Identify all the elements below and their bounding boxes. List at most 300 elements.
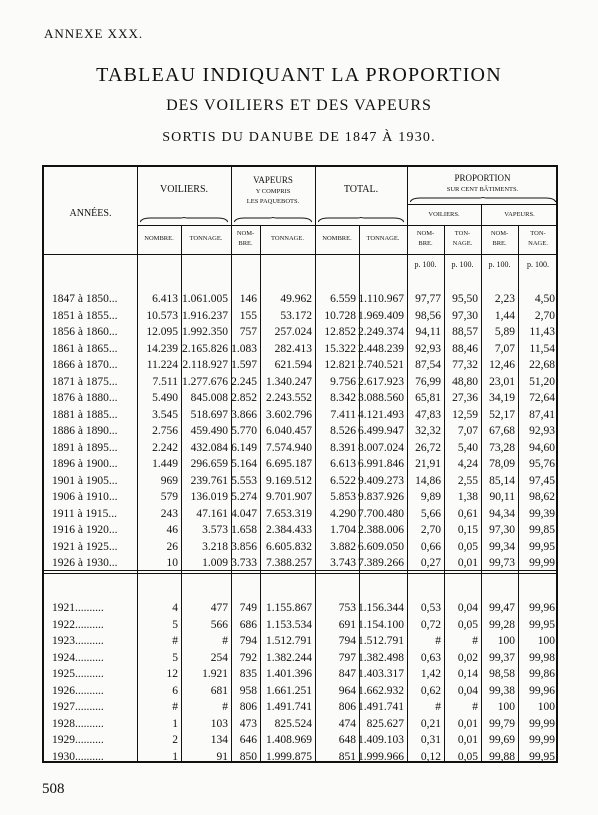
header-tonnage: TONNAGE. [271,235,304,242]
row-label: 1928.......... [52,717,104,730]
cell-value: 0,63 [420,651,441,664]
header-vapeurs: VAPEURS [253,175,293,185]
cell-value: 4.047 [231,507,257,520]
row-label: 1924.......... [52,651,104,664]
cell-value: 9.756 [330,375,356,388]
cell-value: 100 [537,635,555,647]
cell-value: 23,01 [489,375,515,388]
row-label: 1916 à 1920... [52,524,118,536]
cell-value: 99,73 [489,557,515,569]
cell-value: 0,05 [457,618,478,631]
cell-value: 2.242 [152,441,178,454]
cell-value: 2.384.433 [266,524,312,536]
cell-value: 15.322 [324,342,356,355]
cell-value: 851 [338,750,356,763]
cell-value: 12.821 [324,359,356,371]
cell-value: 97,30 [452,309,478,322]
table-row [44,374,560,391]
table-row [44,522,560,539]
cell-value: 7.653.319 [266,507,312,520]
cell-value: 0,05 [457,750,478,763]
cell-value: 0,15 [457,524,478,536]
cell-value: 99,99 [529,734,555,746]
cell-value: 806 [338,701,356,713]
header-nom-1: NOM- [490,230,509,237]
cell-value: 12,46 [489,359,515,371]
table-row [44,699,560,716]
cell-value: 9.169.512 [266,474,312,487]
cell-value: 1.155.867 [266,602,312,614]
cell-value: 11.224 [146,359,178,371]
header-total: TOTAL. [343,184,379,195]
cell-value: 1.999.966 [358,750,404,763]
cell-value: 52,17 [489,408,515,421]
cell-value: 7.574.940 [266,441,312,454]
cell-value: 0,31 [420,734,441,746]
cell-value: 6.695.187 [266,458,312,470]
cell-value: 2,55 [457,474,478,487]
cell-value: 3.545 [152,408,178,421]
cell-value: 964 [338,684,356,697]
cell-value: 27,36 [452,392,478,404]
cell-value: 1.969.409 [358,309,404,322]
cell-value: 5 [172,651,178,664]
cell-value: 47.161 [196,507,228,520]
section-rule [44,573,558,574]
cell-value: 12,59 [452,408,478,421]
cell-value: 3.882 [330,540,356,553]
cell-value: # [472,701,478,713]
table-row [44,341,560,358]
cell-value: 9.837.926 [358,491,404,503]
cell-value: 296.659 [190,458,228,470]
cell-value: 2.740.521 [358,359,404,371]
cell-value: 100 [497,635,515,647]
cell-value: 1.512.791 [358,635,404,647]
cell-value: 1.382.244 [266,651,312,664]
table-row [44,633,560,650]
cell-value: 1,42 [420,668,441,680]
table-row [44,291,560,308]
header-proportion-sub: SUR CENT BÂTIMENTS. [446,186,519,193]
cell-value: 4,50 [534,293,555,305]
row-label: 1929.......... [52,734,104,746]
cell-value: 7.388.257 [266,557,312,569]
cell-value: # [222,635,228,647]
cell-value: 1.999.875 [266,750,312,763]
cell-value: 1.449 [152,458,178,470]
cell-value: # [222,701,228,713]
cell-value: 1.916.237 [182,309,228,322]
cell-value: 0,01 [457,557,478,569]
cell-value: 100 [537,701,555,713]
table-row [44,539,560,556]
cell-value: 4.121.493 [358,408,404,421]
cell-value: 14.239 [146,342,178,355]
cell-value: 969 [160,474,178,487]
row-label: 1896 à 1900... [52,458,118,470]
cell-value: 134 [210,734,228,746]
cell-value: 95,76 [529,458,555,470]
cell-value: 473 [239,717,257,730]
cell-value: 99,98 [529,651,555,664]
cell-value: 282.413 [274,342,312,355]
cell-value: 98,56 [415,309,441,322]
cell-value: 98,58 [489,668,515,680]
cell-value: 3.743 [330,557,356,569]
header-ton-1: TON- [530,230,546,237]
cell-value: 2.852 [231,392,257,404]
cell-value: 7.389.266 [358,557,404,569]
cell-value: 73,28 [489,441,515,454]
cell-value: 4 [172,602,178,614]
cell-value: 0,12 [420,750,441,763]
title-line-2: DES VOILIERS ET DES VAPEURS [166,97,432,114]
cell-value: 8.342 [330,392,356,404]
cell-value: 579 [160,491,178,503]
cell-value: 34,19 [489,392,515,404]
table-row [44,732,560,749]
cell-value: 0,27 [420,557,441,569]
cell-value: 99,69 [489,734,515,746]
cell-value: 5,40 [457,441,478,454]
cell-value: 4.290 [330,507,356,520]
cell-value: 32,32 [415,425,441,437]
cell-value: 459.490 [190,425,228,437]
cell-value: 243 [160,507,178,520]
cell-value: 3.856 [231,540,257,553]
table-row [44,423,560,440]
cell-value: 7.700.480 [358,507,404,520]
cell-value: 1.340.247 [266,375,312,388]
cell-value: 10 [166,557,178,569]
cell-value: 92,93 [529,425,555,437]
cell-value: 2.243.552 [266,392,312,404]
cell-value: 11,54 [529,342,555,355]
cell-value: 99,37 [489,651,515,664]
cell-value: 88,57 [452,326,478,338]
cell-value: 1.277.676 [182,375,228,388]
row-label: 1851 à 1855... [52,309,118,322]
cell-value: 0,14 [457,668,478,680]
cell-value: 1.704 [330,524,356,536]
cell-value: 794 [338,635,356,647]
cell-value: 1.083 [231,342,257,355]
header-rule [407,204,558,205]
cell-value: 806 [239,701,257,713]
cell-value: 1.403.317 [358,668,404,680]
cell-value: 3.088.560 [358,392,404,404]
cell-value: 794 [239,635,257,647]
unit-p100: p. 100. [451,260,474,269]
table-row [44,617,560,634]
cell-value: 1.401.396 [266,668,312,680]
cell-value: 6.149 [231,441,257,454]
cell-value: 11,43 [529,326,555,338]
cell-value: 1.597 [231,359,257,371]
cell-value: 792 [239,651,257,664]
cell-value: 48,80 [452,375,478,388]
cell-value: 12.095 [146,326,178,338]
cell-value: 2,70 [534,309,555,322]
cell-value: 90,11 [489,491,515,503]
row-label: 1911 à 1915... [52,507,118,520]
cell-value: 99,96 [529,602,555,614]
table-row [44,390,560,407]
header-voiliers: VOILIERS. [159,184,209,195]
cell-value: 12 [166,668,178,680]
cell-value: 3.602.796 [266,408,312,421]
cell-value: 47,83 [415,408,441,421]
cell-value: 6.613 [330,458,356,470]
cell-value: 0,21 [420,717,441,730]
cell-value: 7.511 [152,375,178,388]
cell-value: 1.921 [202,668,228,680]
cell-value: 566 [210,618,228,631]
cell-value: 0,01 [457,717,478,730]
header-vapeurs-sub: Y COMPRIS [255,188,291,195]
row-label: 1901 à 1905... [52,474,118,487]
cell-value: 26,72 [415,441,441,454]
cell-value: 88,46 [452,342,478,355]
cell-value: # [172,635,178,647]
cell-value: 432.084 [190,441,228,454]
cell-value: 254 [210,651,228,664]
header-ton-2: NAGE. [528,240,548,247]
cell-value: 49.962 [280,293,312,305]
cell-value: 87,54 [415,359,441,371]
cell-value: 97,45 [529,474,555,487]
table-row [44,357,560,374]
cell-value: 257.024 [274,326,312,338]
cell-value: 646 [239,734,257,746]
table-row [44,456,560,473]
cell-value: 5.164 [231,458,257,470]
cell-value: 94,11 [415,326,441,338]
cell-value: 1.661.251 [266,684,312,697]
cell-value: 691 [338,618,356,631]
cell-value: 1.382.498 [358,651,404,664]
cell-value: 958 [239,684,257,697]
cell-value: 9,89 [420,491,441,503]
cell-value: 99,85 [529,524,555,536]
cell-value: 5.490 [152,392,178,404]
row-label: 1925.......... [52,668,104,680]
cell-value: 26 [166,540,178,553]
cell-value: 3.733 [231,557,257,569]
cell-value: 67,68 [489,425,515,437]
cell-value: 14,86 [415,474,441,487]
cell-value: 99,79 [489,717,515,730]
cell-value: 6 [172,684,178,697]
header-nom-1: NOM- [236,230,255,237]
cell-value: 1.009 [202,557,228,569]
cell-value: 22,68 [529,359,555,371]
cell-value: 5,66 [420,507,441,520]
cell-value: 7,07 [494,342,515,355]
cell-value: 99,34 [489,540,515,553]
cell-value: 2.617.923 [358,375,404,388]
table-row [44,749,560,766]
table-row [44,600,560,617]
cell-value: # [435,701,441,713]
row-label: 1922.......... [52,618,104,631]
header-prop-vapeurs: VAPEURS. [504,211,535,218]
row-label: 1926.......... [52,684,104,697]
cell-value: 6.605.832 [266,540,312,553]
cell-value: 77,32 [452,359,478,371]
cell-value: 10.728 [324,309,356,322]
cell-value: 72,64 [529,392,555,404]
cell-value: 1.156.344 [358,602,404,614]
cell-value: 155 [239,309,257,322]
cell-value: 0,66 [420,540,441,553]
header-nombre: NOMBRE. [322,235,352,242]
cell-value: 10.573 [146,309,178,322]
cell-value: 757 [239,326,257,338]
cell-value: 825.524 [274,717,312,730]
cell-value: 103 [210,717,228,730]
row-label: 1861 à 1865... [52,342,118,355]
cell-value: 749 [239,602,257,614]
cell-value: 6.609.050 [358,540,404,553]
cell-value: 1.658 [231,524,257,536]
cell-value: 847 [338,668,356,680]
cell-value: 2.249.374 [358,326,404,338]
cell-value: 98,62 [529,491,555,503]
header-nom-2: BRE. [492,240,507,247]
cell-value: 99,88 [489,750,515,763]
cell-value: 1.154.100 [358,618,404,631]
header-nombre: NOMBRE. [144,235,174,242]
cell-value: 85,14 [489,474,515,487]
cell-value: 100 [497,701,515,713]
cell-value: 7.411 [330,408,356,421]
cell-value: 99,95 [529,750,555,763]
cell-value: 99,28 [489,618,515,631]
cell-value: 12.852 [324,326,356,338]
row-label: 1926 à 1930... [52,557,118,569]
cell-value: 146 [239,293,257,305]
row-label: 1906 à 1910... [52,491,118,503]
cell-value: 0,62 [420,684,441,697]
cell-value: 78,09 [489,458,515,470]
cell-value: 7,07 [457,425,478,437]
cell-value: 6.040.457 [266,425,312,437]
cell-value: 686 [239,618,257,631]
header-tonnage: TONNAGE. [189,235,223,242]
unit-p100: p. 100. [488,260,511,269]
row-label: 1927.......... [52,701,104,713]
table-row [44,308,560,325]
cell-value: 2,70 [420,524,441,536]
cell-value: 1.408.969 [266,734,312,746]
row-label: 1886 à 1890... [52,425,118,437]
cell-value: 2.245 [231,375,257,388]
cell-value: 1.153.534 [266,618,312,631]
cell-value: 53.172 [280,309,312,322]
cell-value: 1 [172,750,178,763]
cell-value: 1.662.932 [358,684,404,697]
cell-value: 6.991.846 [358,458,404,470]
brace-proportion [410,197,556,203]
cell-value: 8.007.024 [358,441,404,454]
annex-label: ANNEXE XXX. [44,26,144,41]
cell-value: 0,72 [420,618,441,631]
page-number: 508 [42,781,65,797]
table-row [44,666,560,683]
table-row [44,440,560,457]
brace-vapeurs [234,217,312,223]
cell-value: 239.761 [190,474,228,487]
cell-value: 825.627 [366,717,404,730]
cell-value: 0,53 [420,602,441,614]
cell-value: 97,77 [415,293,441,305]
cell-value: 0,61 [457,507,478,520]
cell-value: 99,96 [529,684,555,697]
cell-value: 5.274 [231,491,257,503]
cell-value: 94,60 [529,441,555,454]
cell-value: 1.110.967 [358,293,404,305]
cell-value: 477 [210,602,228,614]
cell-value: 753 [338,602,356,614]
header-prop-voiliers: VOILIERS. [428,211,460,218]
table-row [44,555,560,572]
cell-value: 76,99 [415,375,441,388]
cell-value: 1.409.103 [358,734,404,746]
cell-value: # [172,701,178,713]
cell-value: 91 [216,750,228,763]
cell-value: 5.853 [330,491,356,503]
row-label: 1930.......... [52,750,104,763]
row-label: 1923.......... [52,635,104,647]
cell-value: 99,39 [529,507,555,520]
cell-value: 99,95 [529,540,555,553]
cell-value: 2.756 [152,425,178,437]
cell-value: 1.512.791 [266,635,312,647]
cell-value: # [435,635,441,647]
cell-value: 1,44 [494,309,515,322]
unit-p100: p. 100. [414,260,437,269]
row-label: 1866 à 1870... [52,359,118,371]
cell-value: 87,41 [529,408,555,421]
cell-value: 1.491.741 [358,701,404,713]
cell-value: 6.522 [330,474,356,487]
row-label: 1871 à 1875... [52,375,118,388]
cell-value: 2.118.927 [182,359,228,371]
cell-value: 5.770 [231,425,257,437]
header-ton-1: TON- [454,230,471,237]
cell-value: 845.008 [190,392,228,404]
cell-value: 797 [338,651,356,664]
cell-value: 3.866 [231,408,257,421]
table-row [44,407,560,424]
header-rule [137,225,558,226]
cell-value: 648 [338,734,356,746]
cell-value: 51,20 [529,375,555,388]
data-table [42,165,558,763]
cell-value: 2.448.239 [358,342,404,355]
cell-value: 1.491.741 [266,701,312,713]
cell-value: 835 [239,668,257,680]
brace-total [318,217,404,223]
cell-value: 6.413 [152,293,178,305]
cell-value: 5 [172,618,178,631]
cell-value: 65,81 [415,392,441,404]
cell-value: 0,04 [457,602,478,614]
unit-p100: p. 100. [527,260,549,269]
brace-voiliers [140,217,228,223]
